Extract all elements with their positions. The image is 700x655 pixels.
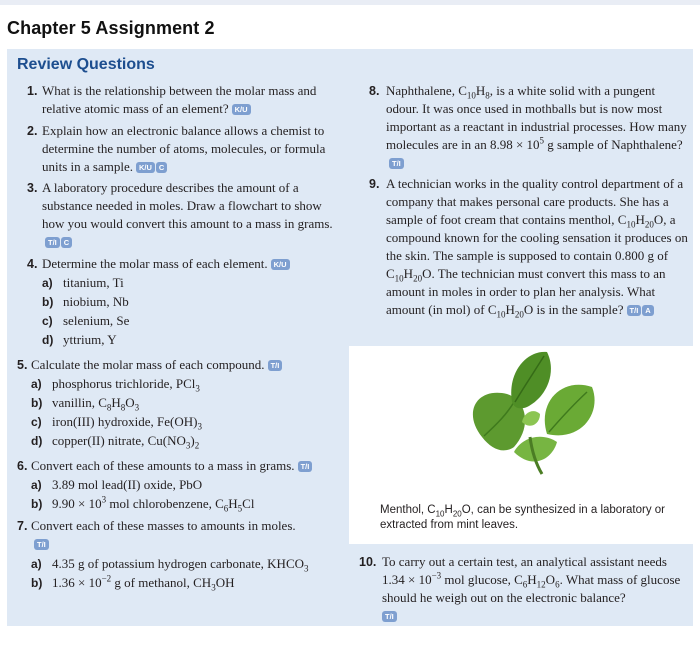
sub-label: c) <box>42 314 53 328</box>
question-text: Naphthalene, C <box>386 83 467 98</box>
subscript: 20 <box>452 509 462 519</box>
question-text: . What mass of glucose should he weigh out on the electronic balance? <box>382 572 681 605</box>
subscript: 5 <box>237 503 243 514</box>
sub-text: ) <box>190 433 195 448</box>
sub-question <box>42 331 117 349</box>
sub-label: d) <box>42 333 54 347</box>
question-text: Convert each of these amounts to a mass in grams. <box>31 458 295 473</box>
sub-question <box>31 495 254 513</box>
subscript: 20 <box>514 309 524 320</box>
question-number: 7. <box>17 519 28 533</box>
subscript: 8 <box>106 402 112 413</box>
subscript: 2 <box>194 440 200 451</box>
question-text: Explain how an electronic balance allows a chemist to determine the number of atoms, molecules, or formula units in a sample. <box>42 123 326 174</box>
subscript: 3 <box>197 421 202 432</box>
sub-text: niobium, Nb <box>63 294 129 309</box>
question-5 <box>31 356 346 374</box>
question-8 <box>386 82 689 172</box>
chapter-title: Chapter 5 Assignment 2 <box>7 18 215 38</box>
sub-text: H <box>111 395 121 410</box>
mint-leaf <box>545 385 595 436</box>
question-text: Convert each of these masses to amounts in moles. <box>31 518 296 533</box>
communication-badge: C <box>156 162 167 173</box>
question-text: g sample of Naphthalene? <box>544 137 683 152</box>
sub-text: selenium, Se <box>63 313 130 328</box>
subscript: 6 <box>223 503 229 514</box>
question-text: A technician works in the quality control department of a company that makes personal care products. She has a sample of foot cream that contains menthol, C <box>386 176 684 227</box>
subscript: 8 <box>485 90 490 101</box>
caption-text: Menthol, C <box>380 504 436 516</box>
sub-label: b) <box>31 497 43 511</box>
question-text: H <box>403 266 414 281</box>
sub-question <box>31 574 234 592</box>
question-number: 10. <box>359 555 377 569</box>
mint-leaf <box>522 411 540 426</box>
question-4 <box>42 255 347 273</box>
thinking-badge: T/I <box>382 611 397 622</box>
sub-question <box>42 274 124 292</box>
subscript: 20 <box>644 219 654 230</box>
question-text: H <box>527 572 537 587</box>
thinking-badge: T/I <box>45 237 60 248</box>
question-text: Calculate the molar mass of each compound. <box>31 357 265 372</box>
sub-text: 4.35 g of potassium hydrogen carbonate, KHCO <box>52 556 305 571</box>
subscript: 10 <box>626 219 636 230</box>
top-bar <box>0 0 700 5</box>
question-number: 9. <box>369 177 380 191</box>
sub-text: Cl <box>242 496 255 511</box>
question-6 <box>31 457 346 475</box>
question-number: 5. <box>17 358 28 372</box>
thinking-badge: T/I <box>627 305 642 316</box>
application-badge: A <box>642 305 653 316</box>
sub-question <box>31 394 139 412</box>
question-text: What is the relationship between the molar mass and relative atomic mass of an element? <box>42 83 317 116</box>
subscript: 10 <box>435 509 445 519</box>
subscript: 6 <box>522 579 528 590</box>
superscript: −3 <box>431 570 442 581</box>
subscript: 12 <box>536 579 546 590</box>
sub-text: copper(II) nitrate, Cu(NO <box>52 433 186 448</box>
sub-text: OH <box>215 575 235 590</box>
sub-label: b) <box>42 295 54 309</box>
sub-text: mol chlorobenzene, C <box>106 496 224 511</box>
sub-question <box>31 555 309 573</box>
subscript: 10 <box>496 309 506 320</box>
subscript: 20 <box>413 273 423 284</box>
question-text: H <box>505 302 515 317</box>
sub-label: a) <box>31 478 42 492</box>
sub-text: 3.89 mol lead(II) oxide, PbO <box>52 477 203 492</box>
communication-badge: C <box>61 237 72 248</box>
sub-question <box>42 312 129 330</box>
sub-question <box>31 476 202 494</box>
sub-text: yttrium, Y <box>63 332 117 347</box>
caption-text: O, can be synthesized in a laboratory or extracted from mint leaves. <box>380 504 666 531</box>
question-number: 4. <box>27 257 38 271</box>
question-text: mol glucose, C <box>441 572 523 587</box>
sub-label: b) <box>31 396 43 410</box>
thinking-badge: T/I <box>389 158 404 169</box>
question-text: O is in the sample? <box>523 302 624 317</box>
sub-label: c) <box>31 415 42 429</box>
question-text: Determine the molar mass of each element. <box>42 256 268 271</box>
mint-leaf <box>511 352 551 409</box>
question-text: , is a white solid with a pungent odour. It was once used in mothballs but is now most important as a reactant in industrial processes. How many molecules are in an 8.98 × 10 <box>386 83 687 152</box>
sub-question <box>31 375 200 393</box>
question-2 <box>42 122 347 176</box>
subscript: 3 <box>134 402 140 413</box>
subscript: 10 <box>394 273 404 284</box>
question-text: O. The technician must convert this mass to an amount in moles in order to plan her analysis. What amount (in mol) of C <box>386 266 666 317</box>
question-text: H <box>635 212 645 227</box>
sub-label: d) <box>31 434 43 448</box>
sub-text: H <box>228 496 238 511</box>
sub-label: a) <box>42 276 53 290</box>
knowledge-badge: K/U <box>136 162 155 173</box>
question-7 <box>31 517 301 553</box>
subscript: 8 <box>120 402 126 413</box>
superscript: 5 <box>539 135 545 146</box>
sub-question <box>31 432 199 450</box>
subscript: 6 <box>555 579 560 590</box>
subscript: 3 <box>195 383 200 394</box>
question-text: To carry out a certain test, an analytical assistant needs 1.34 × 10 <box>382 554 667 587</box>
question-text: O <box>545 572 556 587</box>
sub-text: phosphorus trichloride, PCl <box>52 376 196 391</box>
sub-text: vanillin, C <box>52 395 107 410</box>
knowledge-badge: K/U <box>232 104 251 115</box>
thinking-badge: T/I <box>268 360 283 371</box>
sub-label: a) <box>31 557 42 571</box>
sub-question <box>42 293 129 311</box>
caption-text: H <box>444 504 453 516</box>
question-number: 8. <box>369 84 380 98</box>
subscript: 3 <box>304 563 309 574</box>
sub-text: O <box>125 395 135 410</box>
section-title: Review Questions <box>17 56 155 73</box>
subscript: 3 <box>211 582 216 593</box>
question-text: A laboratory procedure describes the amount of a substance needed in moles. Draw a flowchart to show how you would convert this amount to a mass in grams. <box>42 180 333 231</box>
question-text: O, a compound known for the cooling sensation it produces on the skin. The sample is supposed to contain 0.800 g of C <box>386 212 688 281</box>
question-3 <box>42 179 347 251</box>
image-caption <box>380 503 685 533</box>
sub-text: g of methanol, CH <box>111 575 212 590</box>
sub-text: titanium, Ti <box>63 275 124 290</box>
sub-label: a) <box>31 377 42 391</box>
question-number: 2. <box>27 124 38 138</box>
subscript: 3 <box>185 440 191 451</box>
knowledge-badge: K/U <box>271 259 290 270</box>
question-1 <box>42 82 347 118</box>
sub-question <box>31 413 202 431</box>
sub-text: 1.36 × 10 <box>52 575 102 590</box>
sub-text: 9.90 × 10 <box>52 496 102 511</box>
thinking-badge: T/I <box>34 539 49 550</box>
question-9 <box>386 175 691 319</box>
superscript: −2 <box>101 573 112 584</box>
subscript: 10 <box>466 90 476 101</box>
superscript: 3 <box>101 494 107 505</box>
question-text: H <box>475 83 486 98</box>
question-number: 6. <box>17 459 28 473</box>
question-number: 1. <box>27 84 38 98</box>
mint-leaves-image <box>452 342 612 482</box>
question-10 <box>382 553 688 625</box>
sub-text: iron(III) hydroxide, Fe(OH) <box>52 414 198 429</box>
sub-label: b) <box>31 576 43 590</box>
question-number: 3. <box>27 181 38 195</box>
thinking-badge: T/I <box>298 461 313 472</box>
